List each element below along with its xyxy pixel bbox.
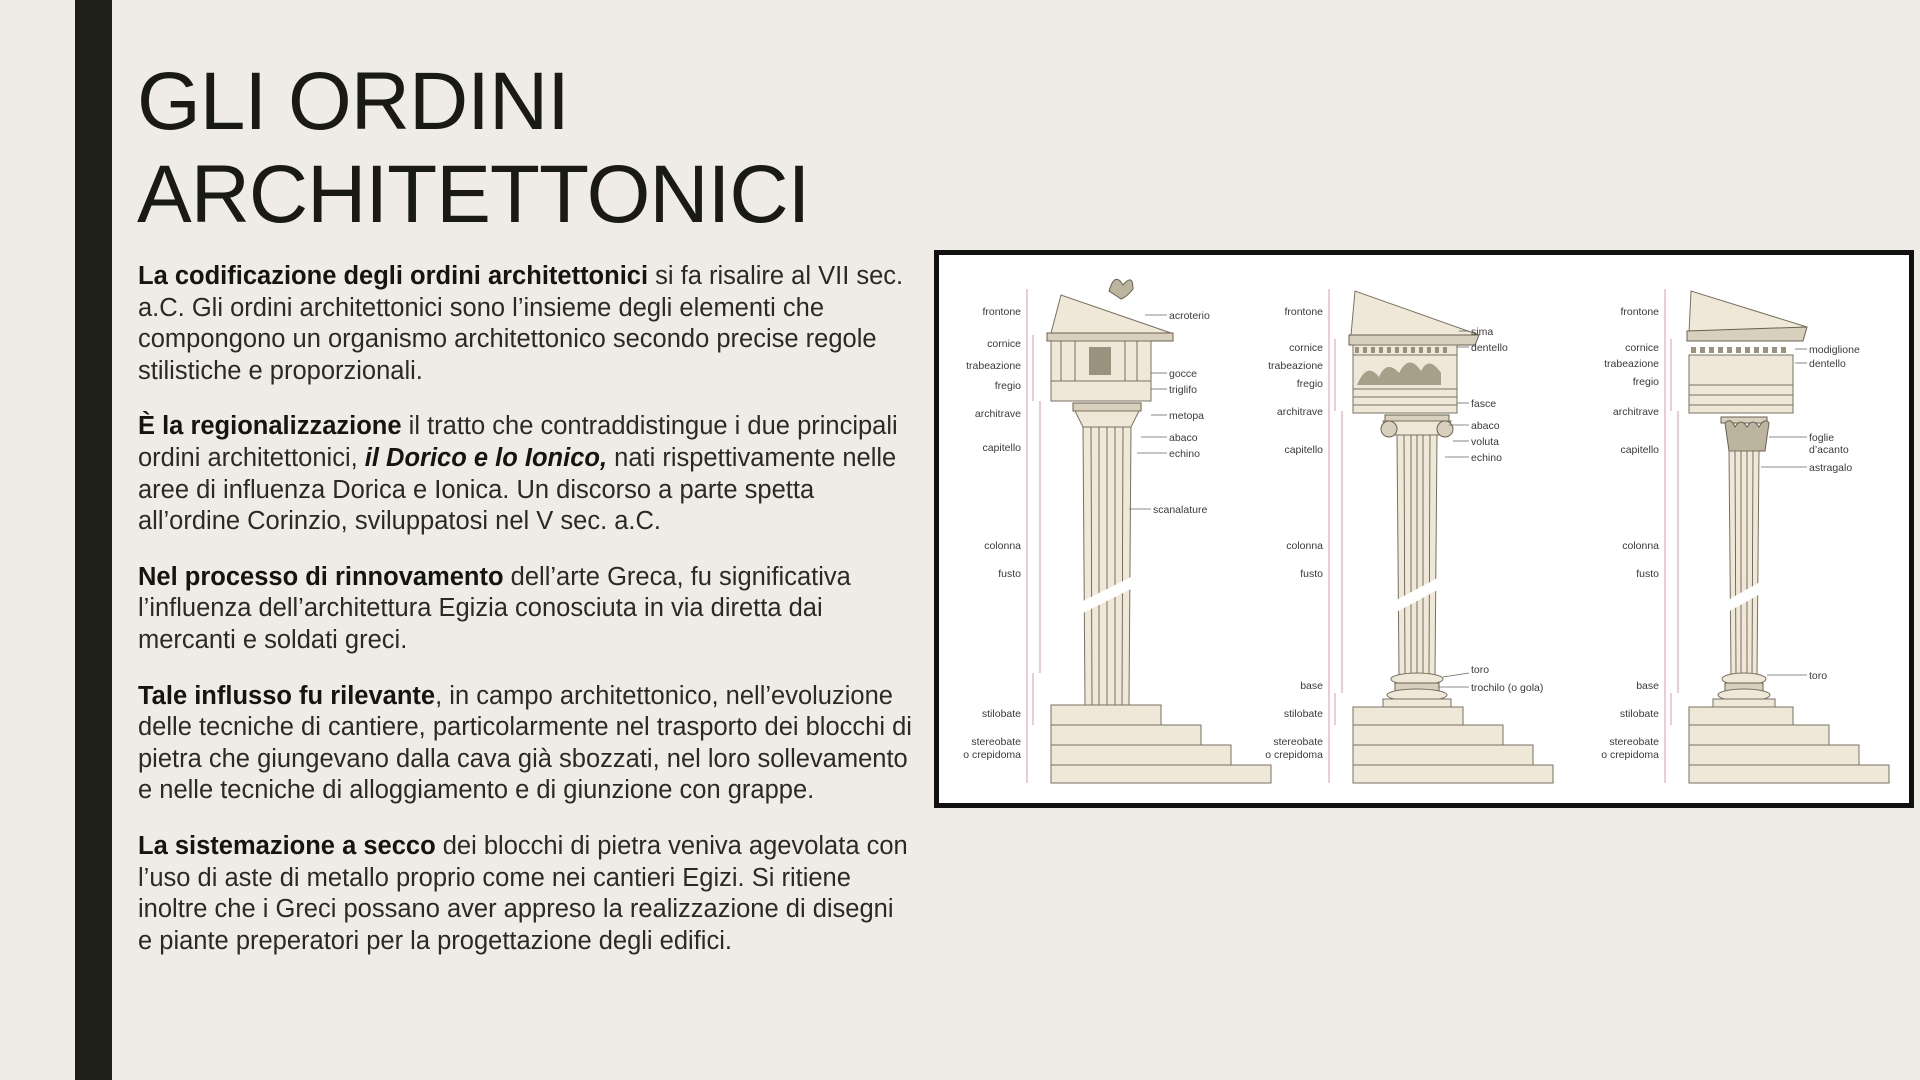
corinthian-label-cornice: cornice	[1625, 342, 1659, 354]
ionic-label-toro: toro	[1471, 664, 1490, 676]
ionic-label-crepidoma: o crepidoma	[1265, 749, 1323, 761]
ionic-order	[1265, 289, 1553, 783]
paragraph-5: La sistemazione a secco dei blocchi di pietra veniva agevolata con l’uso di aste di metallo proprio come nei cantieri Egizi. Si ritiene inoltre che i Greci possano aver appreso la realizzazione di disegni e piante preperatori per la progettazione degli edifici.	[138, 831, 908, 955]
page-title	[137, 55, 809, 241]
doric-label-echino: echino	[1169, 448, 1200, 460]
doric-label-colonna: colonna	[984, 540, 1021, 552]
doric-label-stilobate: stilobate	[981, 708, 1021, 720]
side-accent-bar	[75, 0, 112, 1080]
corinthian-label-astragalo: astragalo	[1809, 462, 1853, 474]
corinthian-label-dentello: dentello	[1809, 358, 1846, 370]
corinthian-label-architrave: architrave	[1612, 406, 1659, 418]
ionic-label-fusto: fusto	[1300, 568, 1323, 580]
doric-label-triglifo: triglifo	[1169, 384, 1198, 396]
corinthian-label-stilobate: stilobate	[1619, 708, 1659, 720]
corinthian-label-foglie: foglie	[1809, 432, 1835, 444]
corinthian-label-base: base	[1636, 680, 1659, 692]
corinthian-label-stereobate: stereobate	[1609, 736, 1659, 748]
corinthian-order	[1601, 289, 1889, 783]
ionic-label-trochilo: trochilo (o gola)	[1471, 682, 1544, 694]
corinthian-label-modiglione: modiglione	[1809, 344, 1860, 356]
ionic-label-voluta: voluta	[1471, 436, 1500, 448]
paragraph-3: Nel processo di rinnovamento dell’arte Greca, fu significativa l’influenza dell’architettura Egizia conosciuta in via diretta dai mercanti e soldati greci.	[138, 562, 851, 654]
corinthian-label-trabeazione: trabeazione	[1604, 358, 1659, 370]
doric-label-trabeazione: trabeazione	[966, 360, 1021, 372]
doric-label-frontone: frontone	[982, 306, 1021, 318]
corinthian-label-crepidoma: o crepidoma	[1601, 749, 1659, 761]
ionic-label-dentello: dentello	[1471, 342, 1508, 354]
ionic-label-cornice: cornice	[1289, 342, 1323, 354]
corinthian-label-toro: toro	[1809, 670, 1828, 682]
doric-label-fusto: fusto	[998, 568, 1021, 580]
ionic-label-architrave: architrave	[1276, 406, 1323, 418]
paragraph-4: Tale influsso fu rilevante, in campo architettonico, nell’evoluzione delle tecniche di cantiere, particolarmente nel trasporto dei blocchi di pietra che giungevano dalla cava già sbozzati, nel loro sollevamento e nelle tecniche di alloggiamento e di giunzione con grappe.	[138, 681, 912, 805]
doric-label-stereobate: stereobate	[971, 736, 1021, 748]
ionic-label-capitello: capitello	[1284, 444, 1323, 456]
ionic-label-frontone: frontone	[1284, 306, 1323, 318]
ionic-label-fregio: fregio	[1296, 378, 1323, 390]
ionic-label-abaco: abaco	[1471, 420, 1500, 432]
architectural-orders-figure	[934, 250, 1914, 808]
doric-order	[963, 279, 1271, 783]
ionic-label-stereobate: stereobate	[1273, 736, 1323, 748]
doric-label-capitello: capitello	[982, 442, 1021, 454]
doric-label-crepidoma: o crepidoma	[963, 749, 1021, 761]
corinthian-label-acanto: d’acanto	[1809, 444, 1849, 456]
ionic-label-colonna: colonna	[1286, 540, 1323, 552]
ionic-label-stilobate: stilobate	[1283, 708, 1323, 720]
paragraph-1: La codificazione degli ordini architettonici si fa risalire al VII sec. a.C. Gli ordini architettonici sono l’insieme degli elementi che compongono un organismo architettonico secondo precise regole stilistiche e proporzionali.	[138, 262, 904, 385]
body-text	[138, 261, 913, 981]
ionic-label-base: base	[1300, 680, 1323, 692]
corinthian-label-colonna: colonna	[1622, 540, 1659, 552]
corinthian-label-fregio: fregio	[1632, 376, 1659, 388]
doric-label-gocce: gocce	[1169, 368, 1198, 380]
doric-label-metopa: metopa	[1169, 410, 1205, 422]
doric-label-scanalature: scanalature	[1153, 504, 1208, 516]
doric-label-acroterio: acroterio	[1169, 310, 1210, 322]
doric-label-fregio: fregio	[994, 380, 1021, 392]
corinthian-label-capitello: capitello	[1620, 444, 1659, 456]
title-line-1: GLI ORDINI	[137, 56, 569, 147]
ionic-label-sima: sima	[1471, 326, 1494, 338]
doric-label-cornice: cornice	[987, 338, 1021, 350]
corinthian-label-frontone: frontone	[1620, 306, 1659, 318]
orders-illustration	[939, 255, 1909, 803]
doric-label-abaco: abaco	[1169, 432, 1198, 444]
doric-label-architrave: architrave	[974, 408, 1021, 420]
ionic-label-trabeazione: trabeazione	[1268, 360, 1323, 372]
paragraph-2: È la regionalizzazione il tratto che contraddistingue i due principali ordini architettonici, il Dorico e lo Ionico, nati rispettivamente nelle aree di influenza Dorica e Ionica. Un discorso a parte spetta all’ordine Corinzio, sviluppatosi nel V sec. a.C.	[138, 412, 898, 536]
ionic-label-echino: echino	[1471, 452, 1502, 464]
ionic-label-fasce: fasce	[1471, 398, 1497, 410]
corinthian-label-fusto: fusto	[1636, 568, 1659, 580]
title-line-2: ARCHITETTONICI	[137, 149, 810, 240]
